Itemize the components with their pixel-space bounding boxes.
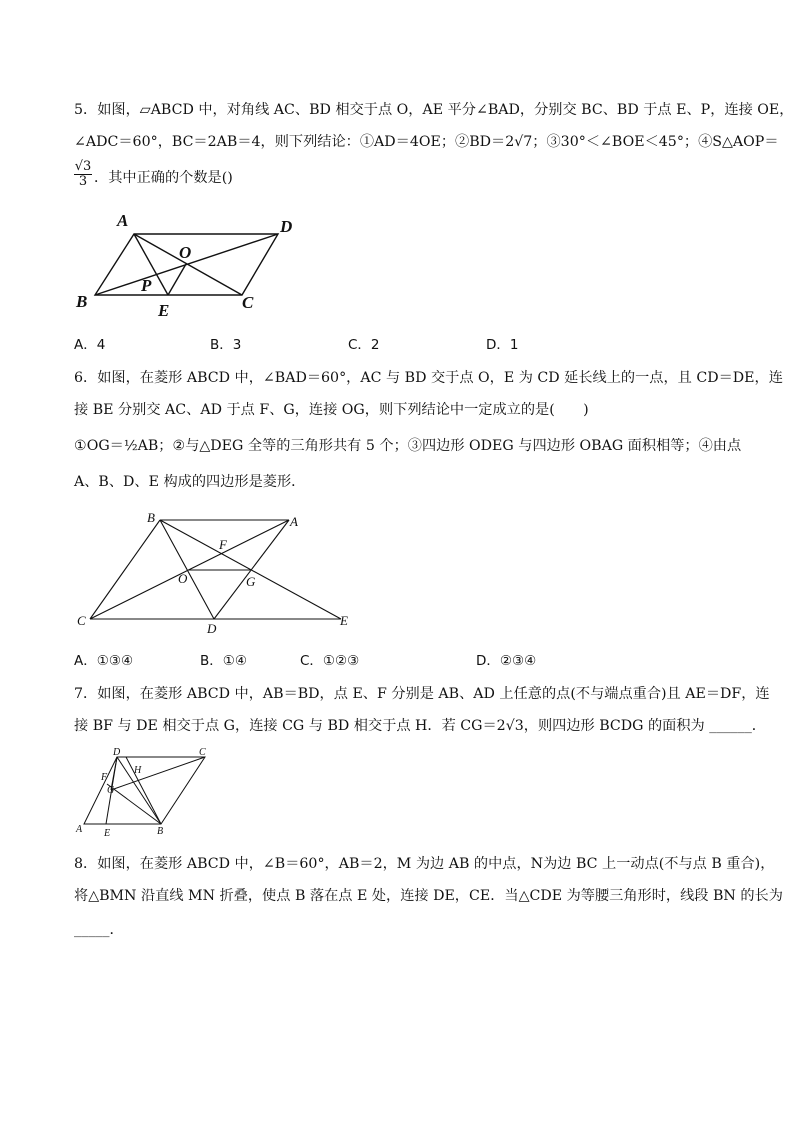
- q6-option-d: D．②③④: [476, 653, 537, 669]
- q5-label-p: P: [141, 276, 152, 295]
- q6-option-c: C．①②③: [300, 653, 360, 669]
- q6-label-f: F: [219, 537, 227, 552]
- q5-text-line1: 5．如图，▱ABCD 中，对角线 AC、BD 相交于点 O，AE 平分∠BAD，分别交 BC、BD 于点 E、P，连接 OE，: [74, 102, 794, 118]
- q7-segment-cg: [111, 757, 205, 790]
- q7-text-line2: 接 BF 与 DE 相交于点 G，连接 CG 与 BD 相交于点 H．若 CG＝2√3，则四边形 BCDG 的面积为 ______．: [74, 718, 766, 734]
- q6-option-a: A．①③④: [74, 653, 134, 669]
- q5-fraction-numerator: √3: [74, 159, 92, 174]
- q8-text-line3: _____．: [74, 922, 124, 938]
- q5-option-c: C．2: [348, 337, 380, 353]
- q8-text-line1: 8．如图，在菱形 ABCD 中，∠B＝60°，AB＝2，M 为边 AB 的中点，N为边 BC 上一动点(不与点 B 重合)，: [74, 856, 775, 872]
- q5-option-a: A．4: [74, 337, 106, 353]
- q7-label-f: F: [101, 772, 108, 783]
- q7-text-line1: 7．如图，在菱形 ABCD 中，AB＝BD，点 E、F 分别是 AB、AD 上任意的点(不与端点重合)且 AE＝DF，连: [74, 686, 770, 702]
- q5-label-o: O: [179, 243, 192, 262]
- q7-segment-bf: [107, 784, 161, 824]
- q6-label-e: E: [340, 613, 348, 628]
- q6-text-line3: ①OG＝½AB；②与△DEG 全等的三角形共有 5 个；③四边形 ODEG 与四边形 OBAG 面积相等；④由点: [74, 438, 742, 454]
- q5-text-line3: ．其中正确的个数是(): [94, 170, 233, 186]
- q5-label-a: A: [117, 211, 129, 230]
- q5-label-b: B: [76, 292, 88, 311]
- q7-label-b: B: [157, 826, 164, 837]
- q6-label-a: A: [290, 514, 298, 529]
- q5-fraction-denominator: 3: [78, 174, 88, 189]
- q6-label-d: D: [207, 621, 217, 636]
- q6-text-line2: 接 BE 分别交 AC、AD 于点 F、G，连接 OG，则下列结论中一定成立的是( ): [74, 402, 589, 418]
- q5-label-d: D: [280, 217, 293, 236]
- q5-option-b: B．3: [210, 337, 242, 353]
- q7-label-d: D: [113, 747, 121, 758]
- q7-label-a: A: [76, 824, 83, 835]
- q7-label-c: C: [199, 747, 206, 758]
- q7-label-h: H: [134, 765, 142, 776]
- q8-text-line2: 将△BMN 沿直线 MN 折叠，使点 B 落在点 E 处，连接 DE，CE．当△CDE 为等腰三角形时，线段 BN 的长为: [74, 888, 783, 904]
- q6-label-c: C: [77, 613, 86, 628]
- q5-label-c: C: [242, 293, 254, 312]
- q7-segment-extra: [126, 757, 161, 824]
- q5-label-e: E: [158, 301, 170, 320]
- q6-label-o: O: [178, 571, 188, 586]
- q5-option-d: D．1: [486, 337, 519, 353]
- q7-label-g: G: [107, 785, 115, 796]
- q6-option-b: B．①④: [200, 653, 247, 669]
- q7-rhombus: [84, 757, 205, 824]
- q6-text-line4: A、B、D、E 构成的四边形是菱形．: [74, 474, 306, 490]
- q6-label-b: B: [147, 510, 155, 525]
- q5-text-line2: ∠ADC＝60°，BC＝2AB＝4，则下列结论：①AD＝4OE；②BD＝2√7；③30°＜∠BOE＜45°；④S△AOP＝: [74, 134, 779, 150]
- q6-label-g: G: [246, 574, 256, 589]
- q7-label-e: E: [104, 828, 111, 839]
- q6-text-line1: 6．如图，在菱形 ABCD 中，∠BAD＝60°，AC 与 BD 交于点 O，E 为 CD 延长线上的一点，且 CD＝DE，连: [74, 370, 783, 386]
